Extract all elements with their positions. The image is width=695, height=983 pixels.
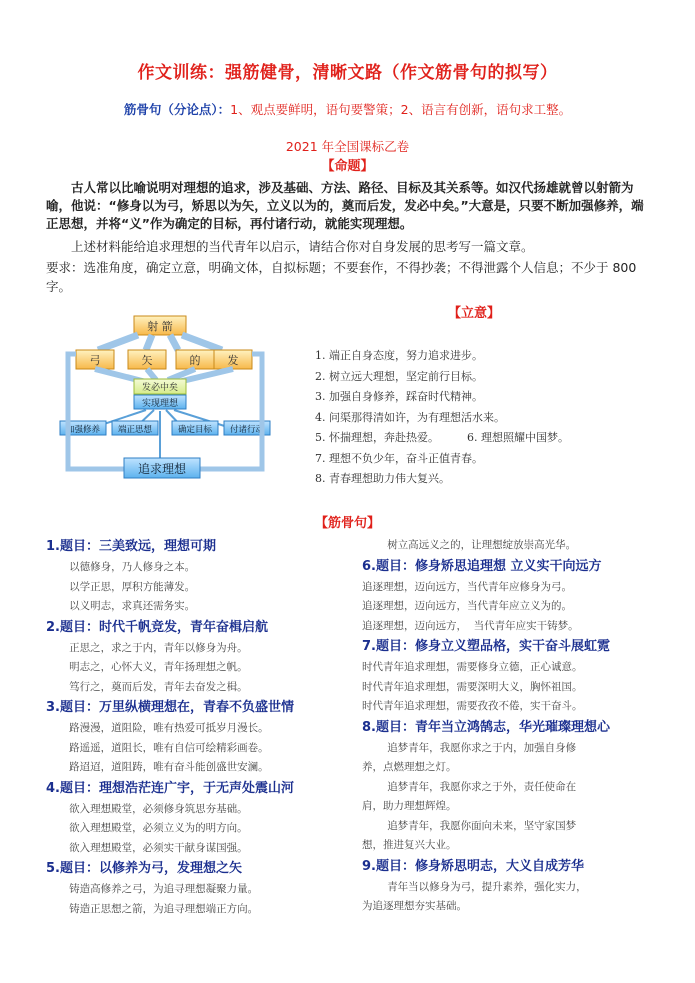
arrow-to-gong — [98, 335, 138, 350]
jingu-item-line: 欲入理想殿堂，必须修身筑思夯基础。 — [69, 802, 248, 815]
page-subtitle — [0, 100, 695, 118]
exam-label — [0, 137, 695, 174]
jingu-item-line: 以义明志，求真还需务实。 — [69, 600, 196, 612]
label-fabizhong: 发必中矣 — [141, 383, 179, 393]
section-tag-liyi: 【立意】 — [448, 306, 501, 321]
label-fa: 发 — [227, 354, 239, 367]
jingu-item-title: 2.题目：时代千帆竞发，青年奋楫启航 — [46, 619, 268, 635]
subtitle-rest: 1、观点要鲜明，语句要警策；2、语言有创新，语句求工整。 — [230, 102, 572, 117]
jingu-item-line: 以德修身，乃人修身之本。 — [69, 561, 196, 573]
jingu-item-line: 欲入理想殿堂，必须实干献身谋国强。 — [69, 841, 248, 854]
jingu-item-line: 时代青年追求理想，需要孜孜不倦，实干奋斗。 — [362, 700, 583, 712]
jingu-item-line: 铸造正思想之箭，为追寻理想端正方向。 — [69, 902, 259, 915]
arrow-to-fa — [182, 335, 222, 350]
liyi-item: 3. 加强自身修养，踩奋时代精神。 — [315, 390, 483, 403]
section-tag-jingu: 【筋骨句】 — [314, 516, 380, 531]
jingu-item-line: 青年当以修身为弓，提升素养，强化实力， — [387, 880, 587, 893]
exam-prompt-bold: 古人常以比喻说明对理想的追求，涉及基础、方法、路径、目标及其关系等。如汉代扬雄就曾以射箭为喻，他说：“修身以为弓，矫思以为矢，立义以为的，奠而后发，发必中矣。”大意是，只要不断加强修养，端正思想，并将“义”作为确定的目标，再付诸行动，就能实现理想。 — [46, 180, 644, 231]
jingu-item-line: 欲入理想殿堂，必须立义为的明方向。 — [69, 822, 248, 834]
label-shixian: 实现理想 — [141, 399, 179, 409]
arrow-shi-down — [147, 369, 156, 380]
jingu-item-title: 4.题目：理想浩茫连广宇，于无声处震山河 — [46, 780, 294, 796]
label-shejian: 射 箭 — [147, 320, 173, 333]
jingu-item-line: 肩，助力理想辉煌。 — [362, 800, 457, 812]
jingu-item-line: 追梦青年，我愿你求之于内，加强自身修 — [387, 741, 577, 754]
archery-diagram — [54, 314, 284, 489]
jingu-item-line: 时代青年追求理想，需要深明大义，胸怀祖国。 — [362, 680, 583, 693]
jingu-item-line: 路漫漫，道阻险，唯有热爱可抵岁月漫长。 — [69, 722, 269, 734]
label-de: 的 — [189, 354, 201, 367]
jingu-item-title: 1.题目：三美致远，理想可期 — [46, 539, 216, 554]
liyi-item: 5. 怀揣理想，奔赴热爱。 6. 理想照耀中国梦。 — [315, 431, 569, 444]
jingu-item-title: 9.题目：修身矫思明志，大义自成芳华 — [362, 858, 584, 874]
jingu-item-title: 8.题目：青年当立鸿鹄志，华光璀璨理想心 — [362, 719, 610, 735]
liyi-item: 7. 理想不负少年，奋斗正值青春。 — [315, 451, 483, 465]
jingu-item-line: 追逐理想，迈向远方， 当代青年应实干铸梦。 — [362, 619, 579, 632]
jingu-item-line: 追逐理想，迈向远方，当代青年应立义为的。 — [362, 600, 572, 612]
jingu-item-line: 追逐理想，迈向远方，当代青年应修身为弓。 — [362, 580, 572, 593]
jingu-item-line: 以学正思，厚积方能薄发。 — [69, 580, 196, 593]
exam-requirement: 要求：选准角度，确定立意，明确文体，自拟标题；不要套作，不得抄袭；不得泄露个人信息；不少于 800 字。 — [46, 260, 637, 294]
jingu-item-line: 树立高远义之的，让理想绽放崇高光华。 — [387, 539, 577, 551]
exam-prompt-normal: 上述材料能给追求理想的当代青年以启示，请结合你对自身发展的思考写一篇文章。 — [71, 239, 534, 254]
jingu-item-line: 铸造高修养之弓，为追寻理想凝聚力量。 — [69, 883, 259, 895]
jingu-item-line: 追梦青年，我愿你求之于外，责任使命在 — [387, 780, 577, 793]
jingu-item-line: 明志之，心怀大义，青年扬理想之帆。 — [69, 661, 248, 673]
liyi-list — [315, 346, 569, 490]
exam-year-label: 2021 年全国课标乙卷 — [285, 139, 410, 154]
page-title: 作文训练：强筋健骨，清晰文路（作文筋骨句的拟写） — [137, 63, 558, 83]
jingu-item-line: 路迢迢，道阻踌，唯有奋斗能创盛世安澜。 — [69, 761, 269, 773]
jingu-item-line: 路遥遥，道阻长，唯有自信可绘精彩画卷。 — [69, 741, 269, 754]
jingu-item-line: 养，点燃理想之灯。 — [362, 761, 457, 773]
jingu-right-column — [362, 536, 662, 917]
jingu-item-line: 想，推进复兴大业。 — [362, 839, 457, 851]
label-duanzhengsixiang: 端正思想 — [117, 425, 153, 435]
subtitle-lead: 筋骨句（分论点）： — [123, 102, 231, 117]
jingu-item-line: 追梦青年，我愿你面向未来，坚守家国梦 — [387, 819, 577, 832]
jingu-item-line: 为追逐理想夯实基础。 — [362, 900, 467, 912]
jingu-item-line: 正思之，求之于内，青年以修身为舟。 — [69, 641, 248, 654]
label-jiaqiangxiuyang: 加强修养 — [65, 425, 101, 435]
label-quedingmubiao: 确定目标 — [177, 425, 213, 435]
jingu-item-line: 时代青年追求理想，需要修身立德，正心诚意。 — [362, 661, 583, 673]
label-zhuiqiulixiang: 追求理想 — [137, 462, 187, 476]
arrow-to-shi — [146, 335, 152, 350]
jingu-item-line: 笃行之，奠而后发，青年去奋发之楫。 — [69, 680, 248, 693]
jingu-item-title: 5.题目：以修养为弓，发理想之矢 — [46, 861, 242, 876]
label-gong: 弓 — [89, 354, 101, 367]
liyi-item: 2. 树立远大理想，坚定前行目标。 — [315, 369, 483, 383]
jingu-left-column — [46, 536, 346, 919]
section-tag-mingti: 【命题】 — [321, 159, 374, 174]
arrow-to-de — [170, 335, 178, 350]
label-shi: 矢 — [141, 354, 153, 367]
jingu-item-title: 7.题目：修身立义塑品格，实干奋斗展虹霓 — [362, 639, 610, 654]
liyi-item: 8. 青春理想助力伟大复兴。 — [315, 472, 450, 485]
liyi-item: 1. 端正自身态度，努力追求进步。 — [315, 349, 483, 362]
label-fuzhuxingdong: 付诸行动 — [229, 425, 265, 435]
jingu-item-title: 6.题目：修身矫思追理想 立义实干向远方 — [362, 558, 602, 574]
jingu-item-title: 3.题目：万里纵横理想在，青春不负盛世情 — [46, 700, 294, 715]
liyi-item: 4. 问渠那得清如许，为有理想活水来。 — [315, 410, 505, 424]
